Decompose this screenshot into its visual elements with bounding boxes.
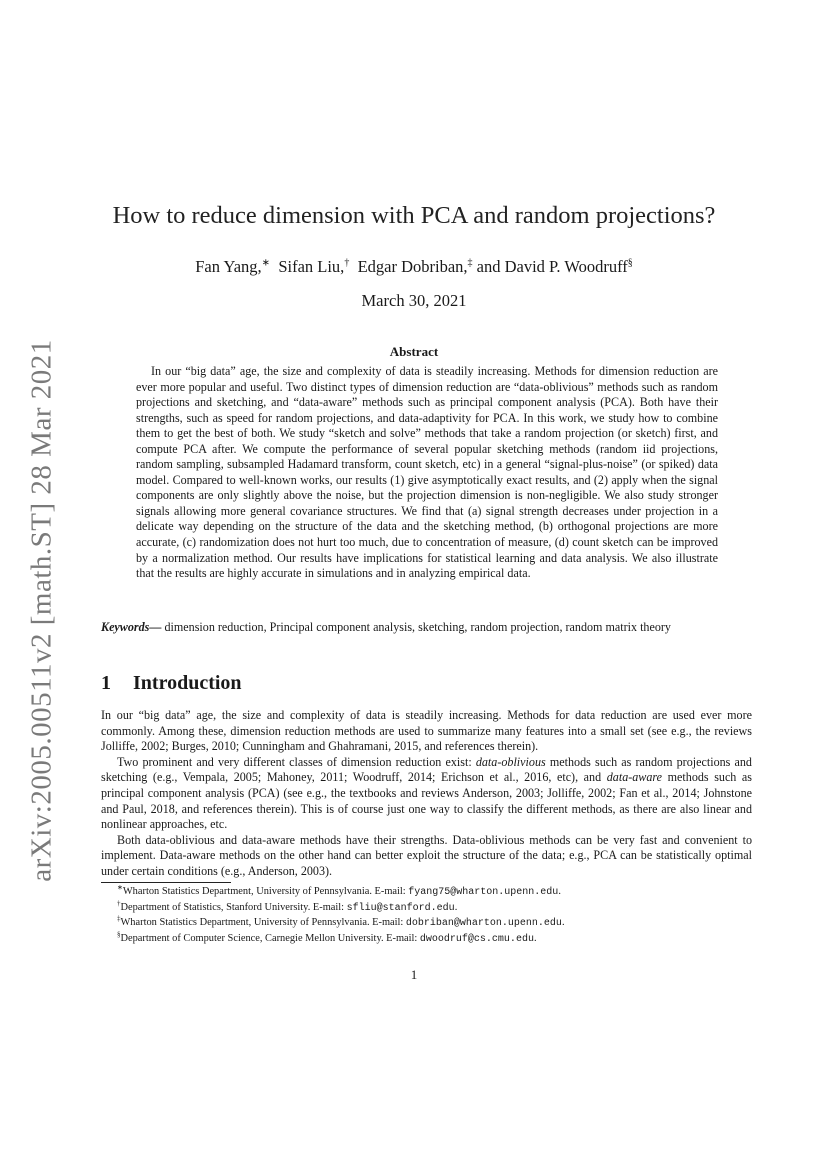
intro-paragraph-3: Both data-oblivious and data-aware methods have their strengths. Data-oblivious methods can be very fast and convenient to implement. Data-aware methods on the other hand can better exploit the structure of the data; e.g., PCA can be statistically optimal under certain conditions (e.g., Anderson, 2003). xyxy=(101,832,752,878)
footnote-3: ‡Wharton Statistics Department, University of Pennsylvania. E-mail: dobriban@wharton.upenn.edu. xyxy=(117,914,565,930)
email-link[interactable]: sfliu@stanford.edu xyxy=(346,902,455,914)
introduction-body xyxy=(101,708,752,880)
author-4: and David P. Woodruff§ xyxy=(476,257,633,276)
author-1: Fan Yang,∗ xyxy=(195,257,271,276)
arxiv-identifier-text: arXiv:2005.00511v2 [math.ST] 28 Mar 2021 xyxy=(25,338,58,882)
footnote-mark: † xyxy=(344,257,350,269)
footnote-mark: § xyxy=(627,257,633,269)
section-number: 1 xyxy=(101,672,111,694)
author-2: Sifan Liu,† xyxy=(278,257,350,276)
footnote-mark: ∗ xyxy=(261,257,271,269)
footnote-4: §Department of Computer Science, Carnegie Mellon University. E-mail: dwoodruf@cs.cmu.edu. xyxy=(117,930,537,945)
email-link[interactable]: fyang75@wharton.upenn.edu xyxy=(408,887,559,898)
paper-date: March 30, 2021 xyxy=(361,291,467,310)
intro-paragraph-1: In our “big data” age, the size and complexity of data is steadily increasing. Methods for data reduction are used ever more commonly. Among these, dimension reduction methods are used to summarize many features into a small set (see e.g., the reviews Jolliffe, 2002; Burges, 2010; Cunningham and Ghahramani, 2015, and references therein). xyxy=(101,708,752,754)
emphasis-data-aware: data-aware xyxy=(606,770,663,785)
footnote-2: †Department of Statistics, Stanford University. E-mail: sfliu@stanford.edu. xyxy=(117,899,458,914)
intro-paragraph-2: Two prominent and very different classes of dimension reduction exist: data-oblivious methods such as random projections and sketching (e.g., Vempala, 2005; Mahoney, 2011; Woodruff, 2014; Erichson et al., 2016, etc), and data-aware methods such as principal component analysis (PCA) (see e.g., the textbooks and reviews Anderson, 2003; Jolliffe, 2002; Fan et al., 2014; Johnstone and Paul, 2018, and references therein). This is of course just one way to classify the different methods, as there are also linear and nonlinear approaches, etc. xyxy=(101,754,753,832)
arxiv-identifier-stamp xyxy=(22,338,62,882)
section-heading-introduction xyxy=(101,672,242,695)
keywords xyxy=(101,620,752,636)
footnote-1: ∗Wharton Statistics Department, University of Pennsylvania. E-mail: fyang75@wharton.upenn.edu. xyxy=(117,883,561,898)
abstract-body: In our “big data” age, the size and complexity of data is steadily increasing. Methods for dimension reduction are ever more popular and useful. Two distinct types of dimension reduction are “data-oblivious” methods such as random projections and sketching, and “data-aware” methods such as principal component analysis (PCA). Both have their strengths, such as speed for random projections, and data-adaptivity for PCA. In this work, we study how to combine them to get the best of both. We study “sketch and solve” methods that take a random projection (or sketch) first, and compute PCA after. We compute the performance of several popular sketching methods (random iid projections, random sampling, subsampled Hadamard transform, count sketch, etc) in a general “signal-plus-noise” (or spiked) data model. Compared to well-known works, our results (1) give asymptotically exact results, and (2) apply when the signal components are only slightly above the noise, but the projection dimension is non-negligible. We also study stronger signals allowing more general covariance structures. We find that (a) signal strength decreases under projection in a delicate way depending on the structure of the data and the sketching method, (b) orthogonal projections are more accurate, (c) randomization does not hurt too much, due to concentration of measure, (d) count sketch can be improved by a normalization method. Our results have implications for statistical learning and data analysis. We also illustrate that the results are highly accurate in simulations and in analyzing empirical data. xyxy=(136,364,718,581)
paper-title: How to reduce dimension with PCA and random projections? xyxy=(112,202,716,229)
footnotes xyxy=(117,885,757,947)
email-link[interactable]: dwoodruf@cs.cmu.edu xyxy=(419,933,534,945)
author-list xyxy=(0,257,828,277)
emphasis-data-oblivious: data-oblivious xyxy=(475,754,546,769)
section-title: Introduction xyxy=(133,672,242,694)
email-link[interactable]: dobriban@wharton.upenn.edu xyxy=(405,918,562,930)
footnote-mark: ‡ xyxy=(467,257,473,269)
page-number: 1 xyxy=(410,967,418,982)
abstract-heading: Abstract xyxy=(389,344,439,359)
author-3: Edgar Dobriban,‡ xyxy=(357,257,473,276)
keywords-label: Keywords— xyxy=(101,620,162,634)
keywords-text: dimension reduction, Principal component analysis, sketching, random projection, random matrix theory xyxy=(161,620,671,634)
